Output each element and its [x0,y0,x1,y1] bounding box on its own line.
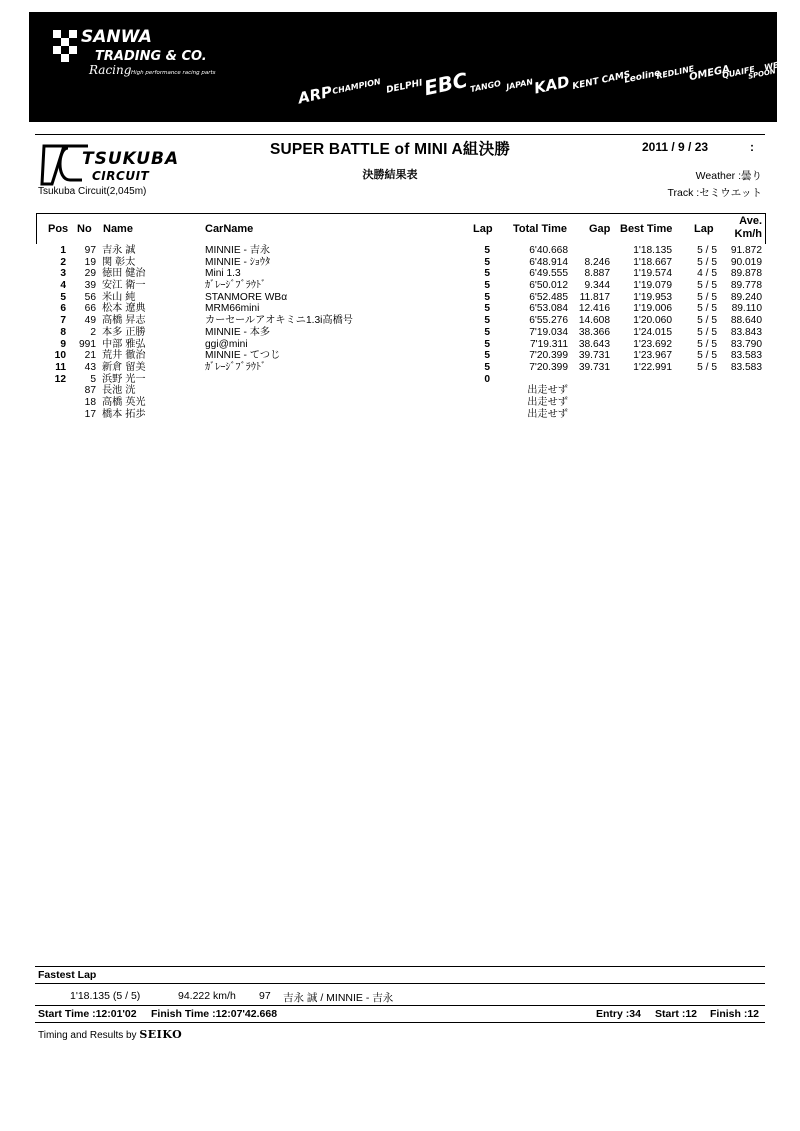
cell-pos: 8 [60,326,66,338]
footer-mid-divider [35,1005,765,1006]
results-table [0,245,800,420]
start-time: Start Time :12:01'02 [38,1008,137,1020]
cell-no: 21 [84,350,96,362]
cell-lap: 5 [484,291,490,303]
col-carname: CarName [205,223,254,235]
cell-ave: 88.640 [730,315,762,327]
cell-lap-ratio: 5 / 5 [697,350,717,362]
cell-no: 97 [84,245,96,256]
weather-info: Weather :曇り [695,170,762,182]
cell-lap: 5 [484,361,490,373]
fastest-lap-speed: 94.222 km/h [178,990,236,1002]
cell-lap-ratio: 5 / 5 [697,315,717,327]
cell-no: 49 [84,315,96,327]
col-total-time: Total Time [513,223,567,235]
race-subtitle: 決勝結果表 [362,169,418,181]
sponsor-logos [294,56,797,118]
sponsor-logo: CHAMPION [331,76,382,97]
cell-name: 安江 衛一 [102,280,146,292]
cell-best-time: 1'22.991 [633,361,672,373]
cell-no: 18 [84,396,96,408]
cell-lap-ratio: 5 / 5 [697,280,717,292]
cell-ave: 90.019 [730,256,762,268]
cell-ave: 83.843 [730,326,762,338]
cell-car: カーセールアオキミニ1.3i高橋号 [205,315,353,327]
cell-name: 高橋 英光 [102,396,146,408]
table-row [0,385,800,397]
cell-car: ｶﾞﾚｰｼﾞﾌﾞﾗｳﾄﾞ [205,361,267,373]
cell-no: 991 [79,338,96,350]
cell-no: 56 [84,291,96,303]
cell-lap-ratio: 5 / 5 [697,326,717,338]
cell-car: ggi@mini [205,338,248,350]
table-row [0,327,800,339]
cell-no: 87 [84,385,96,397]
cell-total-time: 出走せず [527,408,568,420]
sponsor-logo: DELPHI [385,78,424,96]
table-row [0,280,800,292]
start-count: Start :12 [655,1008,698,1020]
cell-ave: 89.240 [730,291,762,303]
cell-best-time: 1'20.060 [633,315,672,327]
fastest-lap-time: 1'18.135 (5 / 5) [70,990,141,1002]
cell-no: 5 [90,373,96,385]
cell-lap: 5 [484,303,490,315]
sponsor-logo: KENT CAMS [571,69,632,93]
cell-lap: 5 [484,315,490,327]
cell-name: 関 彰太 [102,256,136,268]
cell-car: Mini 1.3 [205,268,241,280]
cell-lap-ratio: 5 / 5 [697,338,717,350]
col-lap-ratio: Lap [694,223,714,235]
table-row [0,350,800,362]
cell-no: 19 [84,256,96,268]
cell-gap: 8.887 [584,268,610,280]
cell-total-time: 7'19.034 [529,326,568,338]
cell-lap-ratio: 5 / 5 [697,256,717,268]
cell-car: ｶﾞﾚｰｼﾞﾌﾞﾗｳﾄﾞ [205,280,267,292]
cell-pos: 11 [55,361,66,373]
cell-gap: 14.608 [578,315,610,327]
race-date: 2011 / 9 / 23 [642,140,709,154]
circuit-logo-circuit: CIRCUIT [92,169,150,183]
table-row [0,257,800,269]
brand-line1: SANWA [81,27,152,47]
sponsor-logo: JAPAN [505,77,534,92]
credit-text: Timing and Results by [38,1030,137,1041]
brand-tagline: High performance racing parts [131,70,216,76]
table-row [0,268,800,280]
cell-total-time: 出走せず [527,385,568,397]
cell-lap: 5 [484,338,490,350]
cell-lap-ratio: 4 / 5 [697,268,717,280]
cell-car: MINNIE - 本多 [205,326,271,338]
cell-best-time: 1'18.667 [633,256,672,268]
cell-no: 66 [84,303,96,315]
cell-total-time: 6'48.914 [529,256,568,268]
cell-name: 新倉 留美 [102,361,146,373]
cell-name: 吉永 誠 [102,245,136,256]
cell-total-time: 6'49.555 [529,268,568,280]
cell-total-time: 6'50.012 [529,280,568,292]
col-ave-line1: Ave. [739,215,762,227]
cell-pos: 10 [54,350,66,362]
cell-no: 29 [84,268,96,280]
fastest-lap-divider [35,983,765,984]
cell-gap: 39.731 [578,350,610,362]
cell-car: MINNIE - ｼｮｳﾀ [205,256,271,268]
cell-ave: 83.790 [730,338,762,350]
cell-best-time: 1'19.574 [633,268,672,280]
cell-lap-ratio: 5 / 5 [697,245,717,256]
cell-name: 荒井 徹治 [102,350,146,362]
cell-ave: 89.110 [731,303,762,315]
cell-no: 17 [84,408,96,420]
cell-total-time: 6'53.084 [529,303,568,315]
cell-no: 43 [84,361,96,373]
cell-no: 2 [90,326,96,338]
cell-gap: 8.246 [584,256,610,268]
cell-gap: 11.817 [579,291,610,303]
cell-best-time: 1'24.015 [633,326,672,338]
cell-pos: 12 [54,373,66,385]
cell-pos: 7 [60,315,66,327]
timing-credit [38,1028,182,1041]
cell-pos: 3 [60,268,66,280]
cell-ave: 91.872 [730,245,762,256]
col-name: Name [103,223,133,235]
sponsor-logo: REDLINE [655,64,696,81]
sponsor-logo: QUAIFE [721,64,756,81]
cell-name: 松本 遼典 [102,303,146,315]
table-row [0,245,800,257]
col-ave-line2: Km/h [734,228,762,240]
cell-name: 高橋 昇志 [102,315,146,327]
cell-total-time: 7'20.399 [529,350,568,362]
cell-best-time: 1'23.692 [633,338,672,350]
cell-car: MINNIE - てつじ [205,350,281,362]
cell-pos: 9 [60,338,66,350]
cell-lap: 5 [484,245,490,256]
cell-gap: 39.731 [578,361,610,373]
header-divider [35,134,765,135]
sponsor-logo: SPOON [747,67,777,81]
cell-ave: 83.583 [730,361,762,373]
col-gap: Gap [589,223,611,235]
table-row [0,409,800,421]
table-row [0,339,800,351]
fastest-lap-title: Fastest Lap [38,969,97,981]
cell-name: 徳田 健治 [102,268,146,280]
cell-lap: 5 [484,280,490,292]
cell-ave: 89.778 [730,280,762,292]
sponsor-logo: KAD [532,72,572,98]
table-row [0,292,800,304]
cell-car: MRM66mini [205,303,260,315]
cell-lap: 5 [484,256,490,268]
cell-lap-ratio: 5 / 5 [697,361,717,373]
cell-car: STANMORE WBα [205,291,288,303]
table-row [0,397,800,409]
cell-gap: 38.366 [578,326,610,338]
fastest-lap-driver: 吉永 誠 / MINNIE - 吉永 [283,992,394,1004]
cell-best-time: 1'19.953 [633,291,672,303]
sponsor-logo: OMEGA [688,63,731,84]
sponsor-banner [29,12,797,122]
sponsor-logo: EBC [421,67,470,101]
cell-lap: 5 [484,326,490,338]
finish-count: Finish :12 [710,1008,760,1020]
cell-pos: 4 [60,280,66,292]
cell-name: 中部 雅弘 [102,338,146,350]
cell-name: 長池 洸 [102,385,136,397]
brand-line3: Racing [89,63,132,77]
brand-line2: TRADING & CO. [95,49,207,64]
race-title: SUPER BATTLE of MINI A組決勝 [269,141,511,158]
cell-best-time: 1'19.006 [633,303,672,315]
cell-total-time: 6'52.485 [529,291,568,303]
sanwa-trading-logo [49,18,229,88]
cell-gap: 9.344 [584,280,610,292]
sponsor-logo: Leoline [623,68,662,86]
cell-pos: 1 [60,245,66,256]
sponsor-logo: ARP [296,82,334,108]
cell-ave: 89.878 [730,268,762,280]
table-row [0,315,800,327]
col-no: No [77,223,92,235]
tsukuba-circuit-logo [38,140,208,188]
footer-top-divider [35,966,765,967]
sponsor-logo: TANGO [469,78,502,95]
cell-name: 橋本 拓歩 [102,408,146,420]
cell-gap: 38.643 [578,338,610,350]
entry-count: Entry :34 [596,1008,641,1020]
fastest-lap-car-no: 97 [259,990,271,1002]
cell-total-time: 6'55.276 [529,315,568,327]
col-lap: Lap [473,223,493,235]
race-time: : [750,140,754,154]
footer-bottom-divider [35,1022,765,1023]
cell-no: 39 [84,280,96,292]
cell-total-time: 7'19.311 [529,338,568,350]
cell-best-time: 1'23.967 [633,350,672,362]
table-row [0,374,800,386]
cell-name: 米山 純 [102,291,136,303]
table-row [0,362,800,374]
cell-lap-ratio: 5 / 5 [697,291,717,303]
cell-lap: 5 [484,350,490,362]
cell-pos: 6 [60,303,66,315]
table-row [0,303,800,315]
cell-car: MINNIE - 吉永 [205,245,271,256]
cell-lap: 0 [484,373,490,385]
cell-name: 浜野 光一 [102,373,146,385]
cell-total-time: 6'40.668 [529,245,568,256]
col-pos: Pos [48,223,69,235]
cell-best-time: 1'18.135 [633,245,672,256]
cell-total-time: 出走せず [527,396,568,408]
cell-name: 本多 正勝 [102,326,146,338]
circuit-name: Tsukuba Circuit(2,045m) [38,186,147,197]
col-best-time: Best Time [620,223,673,235]
cell-pos: 5 [60,291,66,303]
cell-lap-ratio: 5 / 5 [697,303,717,315]
seiko-logo: SEIKO [139,1028,183,1041]
cell-lap: 5 [484,268,490,280]
col-average-speed [728,215,762,241]
circuit-logo-tsukuba: TSUKUBA [82,149,180,169]
sponsor-logo: WEBER [763,56,797,73]
cell-pos: 2 [60,256,66,268]
finish-time: Finish Time :12:07'42.668 [151,1008,278,1020]
cell-gap: 12.416 [578,303,610,315]
track-info: Track :セミウエット [667,187,762,199]
cell-best-time: 1'19.079 [633,280,672,292]
cell-total-time: 7'20.399 [529,361,568,373]
cell-ave: 83.583 [730,350,762,362]
